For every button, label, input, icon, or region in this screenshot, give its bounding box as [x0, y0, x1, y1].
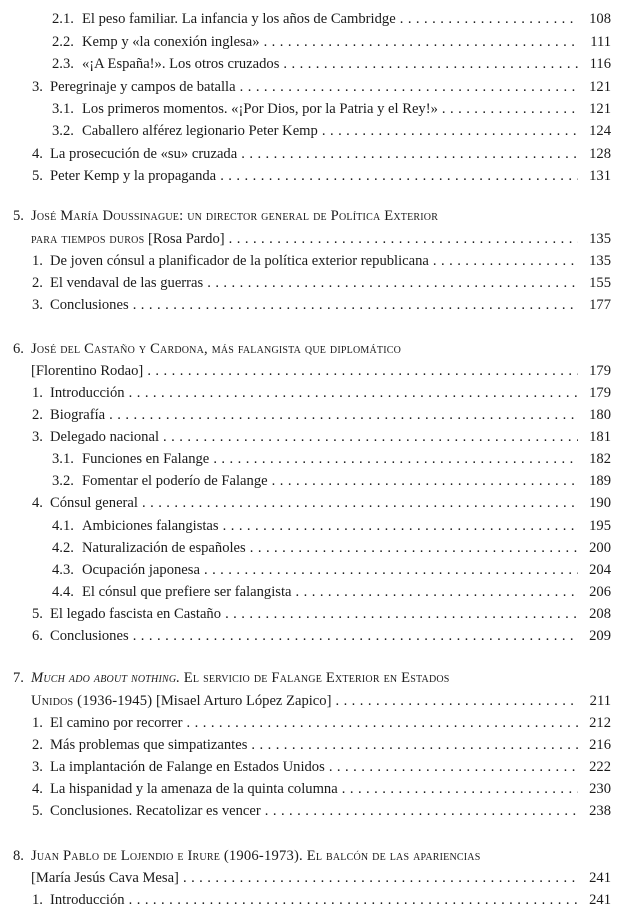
entry-page-number: 128: [589, 146, 611, 162]
entry-number: 6.: [32, 628, 43, 644]
entry-number: 3.2.: [52, 473, 74, 489]
toc-entry[interactable]: [0, 581, 624, 603]
entry-number: 2.3.: [52, 56, 74, 72]
entry-page-number: 111: [590, 34, 611, 50]
chapter-heading-continued[interactable]: [0, 360, 624, 382]
entry-number: 2.1.: [52, 11, 74, 27]
entry-page-number: 177: [589, 297, 611, 313]
entry-number: 3.: [32, 429, 43, 445]
entry-title: Naturalización de españoles . . .: [82, 537, 578, 559]
chapter-heading[interactable]: [0, 338, 624, 360]
entry-page-number: 209: [589, 628, 611, 644]
toc-entry[interactable]: [0, 143, 624, 165]
toc-entry[interactable]: [0, 889, 624, 911]
entry-title: Los primeros momentos. «¡Por Dios, por la Patria y el Rey!» . . .: [82, 98, 578, 120]
entry-number: 5.: [32, 606, 43, 622]
entry-title: El vendaval de las guerras . . .: [50, 272, 578, 294]
entry-number: 1.: [32, 385, 43, 401]
entry-number: 2.: [32, 275, 43, 291]
entry-page-number: 135: [589, 253, 611, 269]
entry-page-number: 180: [589, 407, 611, 423]
chapter-title-text: El servicio de Falange Exterior en Estados: [183, 670, 450, 686]
toc-entry[interactable]: [0, 165, 624, 187]
toc-entry[interactable]: [0, 8, 624, 30]
chapter-number: 6.: [13, 341, 24, 357]
chapter-title-text: para tiempos duros: [31, 231, 145, 247]
entry-title: Más problemas que simpatizantes . . .: [50, 734, 578, 756]
chapter-page-number: 179: [589, 363, 611, 379]
toc-entry[interactable]: [0, 120, 624, 142]
entry-title: El cónsul que prefiere ser falangista . . .: [82, 581, 578, 603]
entry-number: 3.: [32, 79, 43, 95]
chapter-heading-continued[interactable]: [0, 867, 624, 889]
entry-number: 1.: [32, 892, 43, 908]
chapter-page-number: 135: [589, 231, 611, 247]
entry-number: 4.: [32, 146, 43, 162]
toc-entry[interactable]: [0, 603, 624, 625]
toc-entry[interactable]: [0, 294, 624, 316]
chapter-title-text: Juan Pablo de Lojendio e Irure (1906-1973). El balcón de las apariencias: [31, 848, 481, 864]
entry-title: El legado fascista en Castaño . . .: [50, 603, 578, 625]
entry-number: 3.: [32, 297, 43, 313]
entry-title: Peregrinaje y campos de batalla . . .: [50, 76, 578, 98]
entry-number: 5.: [32, 168, 43, 184]
entry-title: Funciones en Falange . . .: [82, 448, 578, 470]
toc-entry[interactable]: [0, 712, 624, 734]
chapter-number: 8.: [13, 848, 24, 864]
entry-title: Peter Kemp y la propaganda . . .: [50, 165, 578, 187]
toc-entry[interactable]: [0, 734, 624, 756]
entry-number: 1.: [32, 253, 43, 269]
toc-entry[interactable]: [0, 492, 624, 514]
entry-title: Fomentar el poderío de Falange . . .: [82, 470, 578, 492]
toc-entry[interactable]: [0, 800, 624, 822]
chapter-title-continued: [31, 690, 578, 712]
entry-page-number: 108: [589, 11, 611, 27]
entry-page-number: 195: [589, 518, 611, 534]
chapter-heading[interactable]: [0, 845, 624, 867]
chapter-heading[interactable]: [0, 205, 624, 227]
entry-page-number: 206: [589, 584, 611, 600]
toc-entry[interactable]: [0, 250, 624, 272]
toc-entry[interactable]: [0, 272, 624, 294]
entry-page-number: 230: [589, 781, 611, 797]
entry-page-number: 121: [589, 101, 611, 117]
chapter-title: [31, 205, 438, 227]
entry-number: 2.: [32, 737, 43, 753]
entry-title: «¡A España!». Los otros cruzados . . .: [82, 53, 578, 75]
toc-entry[interactable]: [0, 448, 624, 470]
entry-number: 4.: [32, 781, 43, 797]
chapter-title-continued: [31, 228, 578, 250]
entry-page-number: 208: [589, 606, 611, 622]
entry-page-number: 116: [589, 56, 611, 72]
entry-title: Cónsul general . . .: [50, 492, 578, 514]
chapter-author: [María Jesús Cava Mesa]: [31, 870, 179, 886]
entry-page-number: 182: [589, 451, 611, 467]
chapter-title: [31, 338, 401, 360]
chapter-number: 7.: [13, 670, 24, 686]
entry-number: 4.4.: [52, 584, 74, 600]
toc-entry[interactable]: [0, 470, 624, 492]
entry-number: 4.: [32, 495, 43, 511]
chapter-heading[interactable]: [0, 667, 624, 689]
toc-entry[interactable]: [0, 98, 624, 120]
entry-title: Conclusiones . . .: [50, 625, 578, 647]
entry-page-number: 121: [589, 79, 611, 95]
toc-entry[interactable]: [0, 756, 624, 778]
chapter-number: 5.: [13, 208, 24, 224]
chapter-title-text: Unidos (1936-1945): [31, 693, 153, 709]
entry-title: Conclusiones. Recatolizar es vencer . . .: [50, 800, 578, 822]
entry-title: El camino por recorrer . . .: [50, 712, 578, 734]
entry-page-number: 200: [589, 540, 611, 556]
entry-page-number: 241: [589, 892, 611, 908]
chapter-author: [Rosa Pardo]: [148, 231, 225, 247]
entry-page-number: 189: [589, 473, 611, 489]
toc-entry[interactable]: [0, 76, 624, 98]
entry-page-number: 179: [589, 385, 611, 401]
toc-entry[interactable]: [0, 537, 624, 559]
entry-title: Introducción . . .: [50, 889, 578, 911]
toc-entry[interactable]: [0, 404, 624, 426]
chapter-title-text: José María Doussinague: un director general de Política Exterior: [31, 208, 439, 224]
toc-entry[interactable]: [0, 382, 624, 404]
entry-page-number: 204: [589, 562, 611, 578]
entry-number: 2.2.: [52, 34, 74, 50]
entry-page-number: 238: [589, 803, 611, 819]
entry-page-number: 212: [589, 715, 611, 731]
entry-number: 3.1.: [52, 451, 74, 467]
entry-title: Ambiciones falangistas . . .: [82, 515, 578, 537]
entry-title: La implantación de Falange en Estados Unidos . . .: [50, 756, 578, 778]
entry-page-number: 155: [589, 275, 611, 291]
chapter-page-number: 241: [589, 870, 611, 886]
entry-title: La hispanidad y la amenaza de la quinta columna . . .: [50, 778, 578, 800]
entry-number: 3.: [32, 759, 43, 775]
chapter-title-continued: [31, 360, 578, 382]
entry-title: Caballero alférez legionario Peter Kemp . . .: [82, 120, 578, 142]
entry-page-number: 222: [589, 759, 611, 775]
entry-title: Biografía . . .: [50, 404, 578, 426]
chapter-title: [31, 845, 480, 867]
chapter-heading-continued[interactable]: [0, 690, 624, 712]
entry-title: La prosecución de «su» cruzada . . .: [50, 143, 578, 165]
entry-number: 4.3.: [52, 562, 74, 578]
chapter-title-italic: Much ado about nothing.: [31, 670, 181, 686]
toc-entry[interactable]: [0, 559, 624, 581]
entry-title: Conclusiones . . .: [50, 294, 578, 316]
chapter-author: [Misael Arturo López Zapico]: [155, 693, 332, 709]
entry-title: Introducción . . .: [50, 382, 578, 404]
chapter-title: [31, 667, 450, 689]
entry-page-number: 181: [589, 429, 611, 445]
entry-number: 4.2.: [52, 540, 74, 556]
toc-entry[interactable]: [0, 515, 624, 537]
chapter-title-text: José del Castaño y Cardona, más falangista que diplomático: [31, 341, 402, 357]
chapter-title-continued: [31, 867, 578, 889]
entry-number: 1.: [32, 715, 43, 731]
toc-entry[interactable]: [0, 625, 624, 647]
entry-page-number: 190: [589, 495, 611, 511]
entry-number: 3.1.: [52, 101, 74, 117]
entry-number: 4.1.: [52, 518, 74, 534]
chapter-heading-continued[interactable]: [0, 228, 624, 250]
entry-page-number: 216: [589, 737, 611, 753]
entry-title: De joven cónsul a planificador de la política exterior republicana . . .: [50, 250, 578, 272]
toc-entry[interactable]: [0, 426, 624, 448]
entry-title: El peso familiar. La infancia y los años de Cambridge . . .: [82, 8, 578, 30]
entry-page-number: 124: [589, 123, 611, 139]
entry-number: 2.: [32, 407, 43, 423]
entry-title: Kemp y «la conexión inglesa» . . .: [82, 31, 578, 53]
entry-number: 5.: [32, 803, 43, 819]
toc-entry[interactable]: [0, 31, 624, 53]
toc-entry[interactable]: [0, 778, 624, 800]
chapter-page-number: 211: [589, 693, 611, 709]
toc-entry[interactable]: [0, 53, 624, 75]
entry-title: Delegado nacional . . .: [50, 426, 578, 448]
entry-title: Ocupación japonesa . . .: [82, 559, 578, 581]
chapter-author: [Florentino Rodao]: [31, 363, 144, 379]
entry-page-number: 131: [589, 168, 611, 184]
entry-number: 3.2.: [52, 123, 74, 139]
